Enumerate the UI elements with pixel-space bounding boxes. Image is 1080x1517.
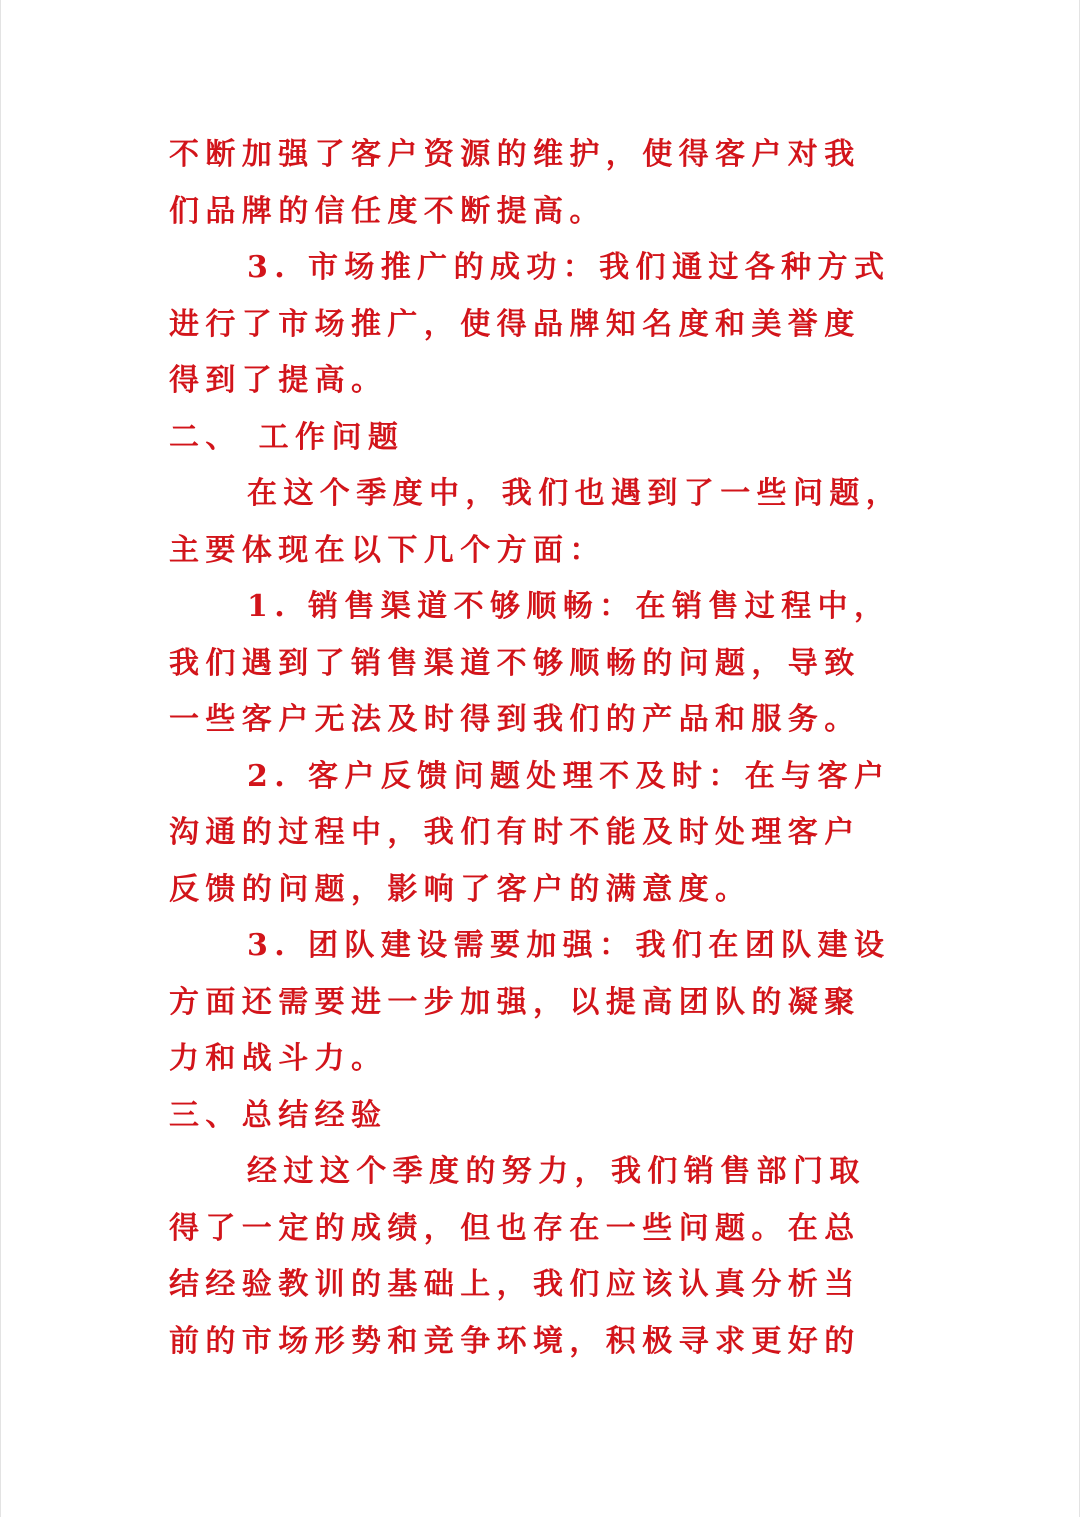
document-body xyxy=(169,127,917,1370)
text-line: 主要体现在以下几个方面： xyxy=(169,532,606,568)
text-line: 结经验教训的基础上，我们应该认真分析当 xyxy=(169,1267,861,1302)
text-line: 沟通的过程中，我们有时不能及时处理客户 xyxy=(169,815,861,850)
text-line: 不断加强了客户资源的维护，使得客户对我 xyxy=(169,137,861,172)
text-line: 二、 工作问题 xyxy=(169,419,405,455)
text-line: 得到了提高。 xyxy=(169,363,388,398)
text-line: 一些客户无法及时得到我们的产品和服务。 xyxy=(169,702,861,737)
text-line: 经过这个季度的努力，我们销售部门取 xyxy=(247,1154,866,1189)
text-line: 2. 客户反馈问题处理不及时：在与客户 xyxy=(247,758,891,794)
text-line: 反馈的问题，影响了客户的满意度。 xyxy=(169,871,752,907)
text-line: 三、总结经验 xyxy=(169,1097,388,1133)
text-line: 我们遇到了销售渠道不够顺畅的问题，导致 xyxy=(169,645,861,681)
text-line: 方面还需要进一步加强，以提高团队的凝聚 xyxy=(169,984,861,1020)
text-line: 在这个季度中，我们也遇到了一些问题， xyxy=(247,476,903,511)
text-line: 进行了市场推广，使得品牌知名度和美誉度 xyxy=(169,306,861,342)
text-line: 前的市场形势和竞争环境，积极寻求更好的 xyxy=(169,1323,861,1359)
text-line: 3. 市场推广的成功：我们通过各种方式 xyxy=(247,250,891,285)
text-line: 1. 销售渠道不够顺畅：在销售过程中， xyxy=(247,589,891,624)
text-line: 3. 团队建设需要加强：我们在团队建设 xyxy=(247,928,891,963)
text-line: 们品牌的信任度不断提高。 xyxy=(169,193,606,229)
text-line: 力和战斗力。 xyxy=(169,1041,388,1076)
text-line: 得了一定的成绩，但也存在一些问题。在总 xyxy=(169,1210,861,1246)
